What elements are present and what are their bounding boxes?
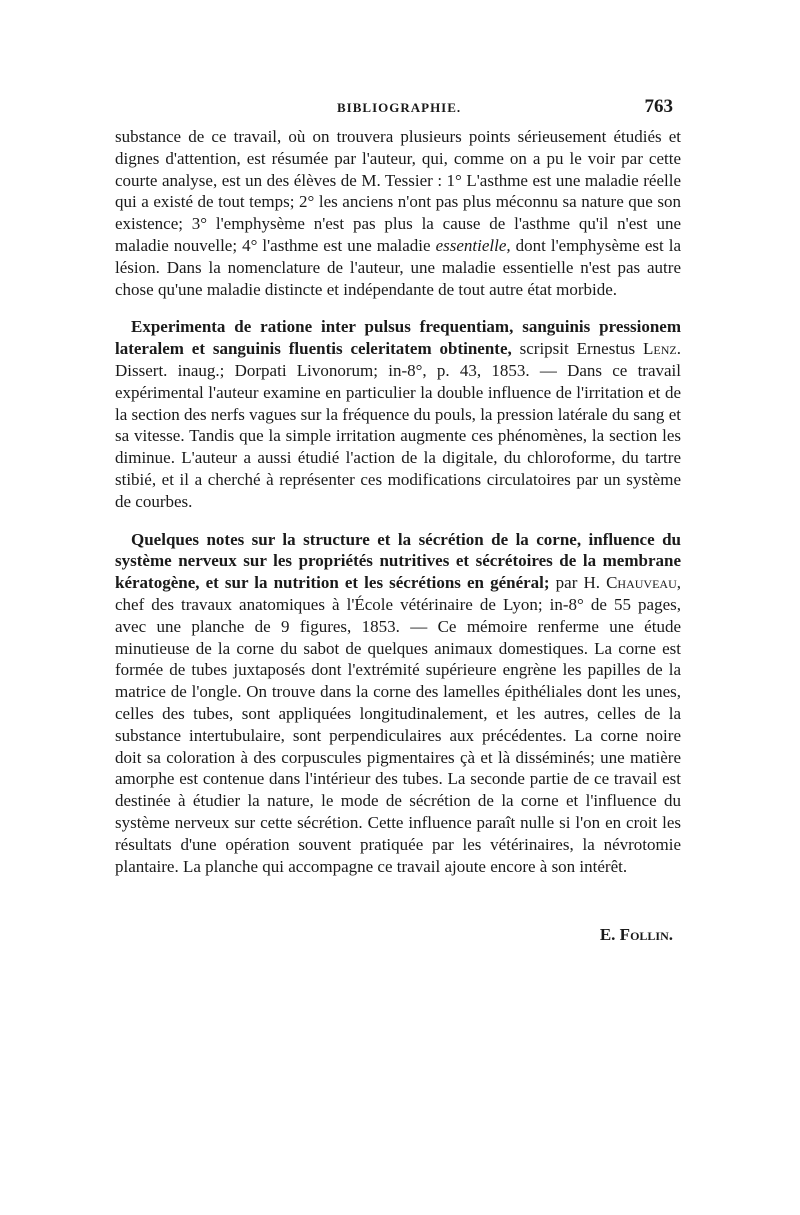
paragraph-text: substance de ce travail, où on trouvera plusieurs points sérieusement étudiés et dignes d'attention, est résumée par l'auteur, qui, comme on a pu le voir par cette courte analyse, est un des élèves de M. Tessier : 1° L'asthme est une maladie réelle qui a existé de tout temps; 2° les anciens n'ont pas plus méconnu sa nature que son existence; 3° l'emphysème n'est pas plus la cause de l'asthme qu'il n'est une maladie nouvelle; 4° l'asthme est une maladie [115, 127, 681, 255]
paragraph-asthme [115, 126, 681, 300]
emphasis-essentielle: essentielle, [435, 235, 511, 255]
running-head: BIBLIOGRAPHIE. [337, 100, 462, 115]
section-gap [115, 300, 681, 316]
paragraph-text: dont l'emphysème est la lésion. Dans la nomenclature de l'auteur, une maladie essentielle n'est pas autre chose qu'une maladie distincte et indépendante de tout autre état morbide. [115, 235, 681, 299]
entry-chauveau [115, 529, 681, 878]
book-page [115, 96, 681, 945]
page-number: 763 [644, 96, 673, 117]
section-gap [115, 513, 681, 529]
entry-text: scripsit Ernestus [511, 339, 644, 359]
author-name: Chauveau, [606, 573, 681, 593]
entry-lenz [115, 316, 681, 512]
page-header [115, 96, 681, 126]
entry-title: Quelques notes sur la structure et la sécrétion de la corne, influence du système nerveux sur les propriétés nutritives et sécrétoires de la membrane kératogène, et sur la nutrition et les sécrétions en général; [115, 529, 681, 593]
entry-text: par H. [549, 573, 607, 593]
author-name: Lenz. [643, 339, 682, 359]
reviewer-signature: E. Follin. [599, 925, 673, 945]
entry-text: chef des travaux anatomiques à l'École vétérinaire de Lyon; in-8° de 55 pages, avec une planche de 9 figures, 1853. — Ce mémoire renferme une étude minutieuse de la corne du sabot de quelques animaux domestiques. La corne est formée de tubes juxtaposés dont l'extrémité supérieure engrène les papilles de la matrice de l'ongle. On trouve dans la corne des lamelles épithéliales dont les unes, celles des tubes, sont appliquées longitudinalement, et les autres, celles de la substance intertubulaire, sont perpendiculaires aux précédentes. La corne noire doit sa coloration à des corpuscules pigmentaires çà et là disséminés; une matière amorphe est contenue dans l'intérieur des tubes. La seconde partie de ce travail est destinée à étudier la nature, le mode de sécrétion de la corne et l'influence du système nerveux sur cette sécrétion. Cette influence paraît nulle si l'on en croit les résultats d'une opération souvent pratiquée par les vétérinaires, la névrotomie plantaire. La planche qui accompagne ce travail ajoute encore à son intérêt. [115, 594, 681, 876]
entry-title: Experimenta de ratione inter pulsus frequentiam, sanguinis pressionem lateralem et sanguinis fluentis celeritatem obtinente, [115, 317, 681, 359]
entry-text: Dissert. inaug.; Dorpati Livonorum; in-8°, p. 43, 1853. — Dans ce travail expérimental l'auteur examine en particulier la double influence de l'irritation et de la section des nerfs vagues sur la fréquence du pouls, la pression latérale du sang et sa vitesse. Tandis que la simple irritation augmente ces phénomènes, la section les diminue. L'auteur a aussi étudié l'action de la digitale, du chloroforme, du tartre stibié, et il a cherché à représenter ces modifications circulatoires par un système de courbes. [115, 360, 681, 511]
